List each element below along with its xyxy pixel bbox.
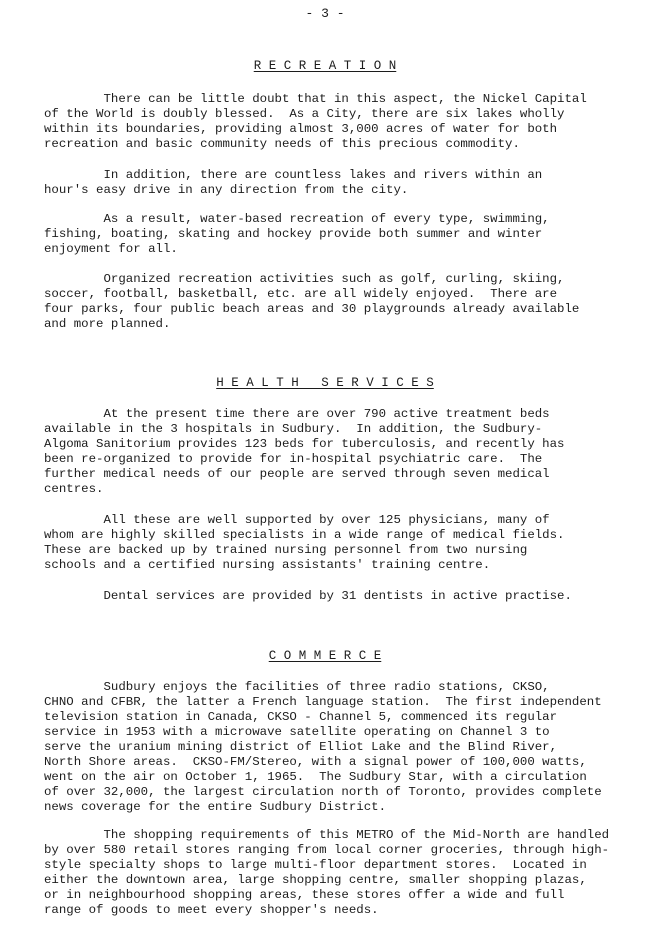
text-line: television station in Canada, CKSO - Channel 5, commenced its regular [44,710,558,724]
text-line: centres. [44,482,104,496]
paragraph [44,212,644,257]
paragraph [44,407,644,497]
text-line: recreation and basic community needs of this precious commodity. [44,137,520,151]
text-line: schools and a certified nursing assistants' training centre. [44,558,491,572]
text-line: of over 32,000, the largest circulation north of Toronto, provides complete [44,785,602,799]
text-line: by over 580 retail stores ranging from local corner groceries, through high- [44,843,610,857]
text-line: At the present time there are over 790 active treatment beds [44,407,550,421]
text-line: or in neighbourhood shopping areas, these stores offer a wide and full [44,888,565,902]
heading-recreation: R E C R E A T I O N [253,59,397,73]
text-line: whom are highly skilled specialists in a wide range of medical fields. [44,528,565,542]
text-line: There can be little doubt that in this aspect, the Nickel Capital [44,92,587,106]
text-line: style specialty shops to large multi-floor department stores. Located in [44,858,587,872]
text-line: Dental services are provided by 31 dentists in active practise. [44,589,572,603]
text-line: CHNO and CFBR, the latter a French language station. The first independent [44,695,602,709]
text-line: within its boundaries, providing almost 3,000 acres of water for both [44,122,558,136]
text-line: North Shore areas. CKSO-FM/Stereo, with a signal power of 100,000 watts, [44,755,587,769]
text-line: serve the uranium mining district of Elliot Lake and the Blind River, [44,740,558,754]
text-line: four parks, four public beach areas and 30 playgrounds already available [44,302,580,316]
text-line: These are backed up by trained nursing personnel from two nursing [44,543,528,557]
paragraph [44,513,644,573]
text-line: been re-organized to provide for in-hospital psychiatric care. The [44,452,543,466]
text-line: Algoma Sanitorium provides 123 beds for tuberculosis, and recently has [44,437,565,451]
text-line: news coverage for the entire Sudbury District. [44,800,387,814]
text-line: service in 1953 with a microwave satellite operating on Channel 3 to [44,725,550,739]
paragraph [44,680,644,815]
text-line: All these are well supported by over 125 physicians, many of [44,513,550,527]
paragraph [44,589,644,604]
heading-health-services: H E A L T H S E R V I C E S [216,376,434,390]
text-line: As a result, water-based recreation of every type, swimming, [44,212,550,226]
text-line: Sudbury enjoys the facilities of three radio stations, CKSO, [44,680,550,694]
paragraph [44,168,644,198]
text-line: either the downtown area, large shopping centre, smaller shopping plazas, [44,873,587,887]
text-line: In addition, there are countless lakes and rivers within an [44,168,543,182]
text-line: range of goods to meet every shopper's needs. [44,903,379,917]
text-line: further medical needs of our people are served through seven medical [44,467,550,481]
text-line: The shopping requirements of this METRO of the Mid-North are handled [44,828,610,842]
text-line: Organized recreation activities such as golf, curling, skiing, [44,272,565,286]
text-line: fishing, boating, skating and hockey provide both summer and winter [44,227,543,241]
text-line: available in the 3 hospitals in Sudbury. In addition, the Sudbury- [44,422,543,436]
paragraph [44,92,644,152]
text-line: enjoyment for all. [44,242,178,256]
text-line: hour's easy drive in any direction from the city. [44,183,409,197]
paragraph [44,272,644,332]
text-line: soccer, football, basketball, etc. are all widely enjoyed. There are [44,287,558,301]
heading-commerce: C O M M E R C E [268,649,382,663]
page-number: - 3 - [305,6,345,21]
text-line: went on the air on October 1, 1965. The Sudbury Star, with a circulation [44,770,587,784]
text-line: of the World is doubly blessed. As a City, there are six lakes wholly [44,107,565,121]
paragraph [44,828,644,918]
text-line: and more planned. [44,317,171,331]
